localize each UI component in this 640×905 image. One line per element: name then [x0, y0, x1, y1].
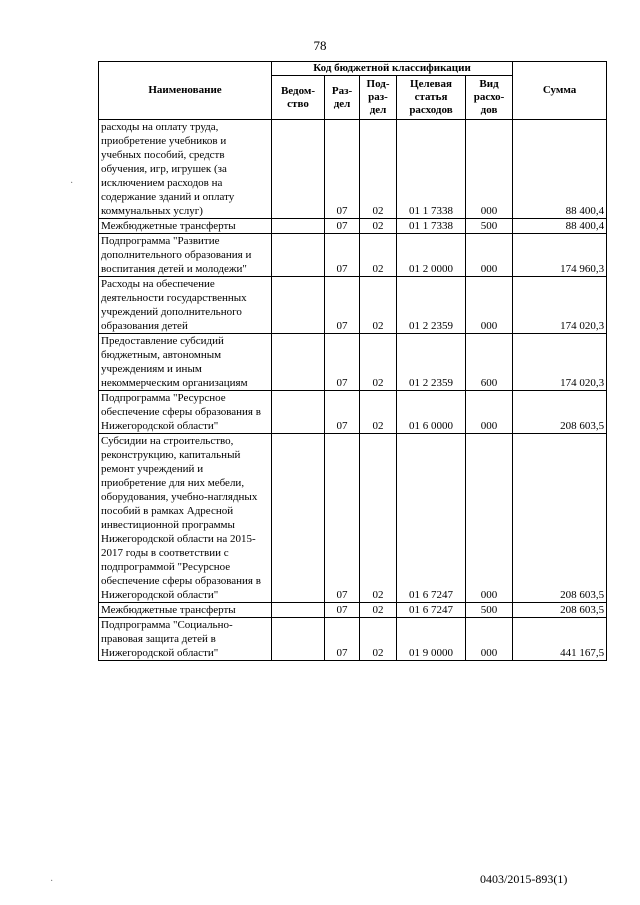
row-subsection: 02	[360, 618, 397, 661]
table-row	[99, 219, 607, 234]
row-type: 000	[466, 434, 513, 603]
row-sum: 208 603,5	[513, 391, 607, 434]
budget-table	[98, 61, 607, 661]
row-type: 500	[466, 603, 513, 618]
row-type: 000	[466, 391, 513, 434]
row-target: 01 1 7338	[397, 219, 466, 234]
row-section: 07	[325, 234, 360, 277]
row-dept	[272, 334, 325, 391]
row-target: 01 2 2359	[397, 334, 466, 391]
row-section: 07	[325, 120, 360, 219]
row-section: 07	[325, 618, 360, 661]
scan-mark: ·	[70, 178, 74, 189]
row-dept	[272, 120, 325, 219]
scan-mark: ·	[50, 876, 54, 887]
header-sum: Сумма	[513, 62, 607, 120]
row-target: 01 2 2359	[397, 277, 466, 334]
header-type: Вид расхо-дов	[466, 76, 513, 120]
row-name: Подпрограмма "Социально-правовая защита детей в Нижегородской области"	[99, 618, 272, 661]
row-section: 07	[325, 603, 360, 618]
header-name: Наименование	[99, 62, 272, 120]
row-subsection: 02	[360, 334, 397, 391]
row-subsection: 02	[360, 219, 397, 234]
row-dept	[272, 434, 325, 603]
row-name: Подпрограмма "Развитие дополнительного образования и воспитания детей и молодежи"	[99, 234, 272, 277]
row-sum: 441 167,5	[513, 618, 607, 661]
row-section: 07	[325, 277, 360, 334]
header-section: Раз-дел	[325, 76, 360, 120]
header-dept: Ведом-ство	[272, 76, 325, 120]
row-dept	[272, 234, 325, 277]
row-section: 07	[325, 434, 360, 603]
row-section: 07	[325, 391, 360, 434]
row-subsection: 02	[360, 120, 397, 219]
row-type: 000	[466, 234, 513, 277]
row-dept	[272, 219, 325, 234]
row-type: 000	[466, 120, 513, 219]
row-name: Подпрограмма "Ресурсное обеспечение сферы образования в Нижегородской области"	[99, 391, 272, 434]
row-subsection: 02	[360, 277, 397, 334]
row-dept	[272, 618, 325, 661]
row-sum: 208 603,5	[513, 603, 607, 618]
row-type: 500	[466, 219, 513, 234]
row-name: Предоставление субсидий бюджетным, автономным учреждениям и иным некоммерческим организациям	[99, 334, 272, 391]
row-subsection: 02	[360, 391, 397, 434]
header-row-1	[99, 62, 607, 76]
row-name: Субсидии на строительство, реконструкцию, капитальный ремонт учреждений и приобретение для них мебели, оборудования, учебно-наглядных пособий в рамках Адресной инвестиционной программы Нижегородской области на 2015-2017 годы в соответствии с подпрограммой "Ресурсное обеспечение сферы образования в Нижегородской области"	[99, 434, 272, 603]
table-row	[99, 334, 607, 391]
row-name: Расходы на обеспечение деятельности государственных учреждений дополнительного образования детей	[99, 277, 272, 334]
table-row	[99, 277, 607, 334]
table-row	[99, 120, 607, 219]
header-code-group: Код бюджетной классификации	[272, 62, 513, 76]
row-section: 07	[325, 334, 360, 391]
row-target: 01 6 7247	[397, 434, 466, 603]
row-type: 000	[466, 618, 513, 661]
table-row	[99, 234, 607, 277]
row-sum: 174 020,3	[513, 334, 607, 391]
row-sum: 88 400,4	[513, 120, 607, 219]
row-name: Межбюджетные трансферты	[99, 603, 272, 618]
row-target: 01 6 0000	[397, 391, 466, 434]
row-target: 01 9 0000	[397, 618, 466, 661]
table-row	[99, 603, 607, 618]
row-target: 01 2 0000	[397, 234, 466, 277]
row-subsection: 02	[360, 234, 397, 277]
row-sum: 88 400,4	[513, 219, 607, 234]
header-subsection: Под-раз-дел	[360, 76, 397, 120]
row-type: 600	[466, 334, 513, 391]
table-row	[99, 618, 607, 661]
row-name: Межбюджетные трансферты	[99, 219, 272, 234]
row-section: 07	[325, 219, 360, 234]
table-row	[99, 391, 607, 434]
row-target: 01 1 7338	[397, 120, 466, 219]
row-name: расходы на оплату труда, приобретение учебников и учебных пособий, средств обучения, игр, игрушек (за исключением расходов на содержание зданий и оплату коммунальных услуг)	[99, 120, 272, 219]
row-sum: 174 020,3	[513, 277, 607, 334]
row-type: 000	[466, 277, 513, 334]
row-dept	[272, 277, 325, 334]
table-row	[99, 434, 607, 603]
row-sum: 174 960,3	[513, 234, 607, 277]
page-number: 78	[313, 38, 327, 53]
row-subsection: 02	[360, 434, 397, 603]
header-target: Целевая статья расходов	[397, 76, 466, 120]
row-target: 01 6 7247	[397, 603, 466, 618]
row-subsection: 02	[360, 603, 397, 618]
row-dept	[272, 603, 325, 618]
row-sum: 208 603,5	[513, 434, 607, 603]
document-code: 0403/2015-893(1)	[480, 872, 568, 886]
row-dept	[272, 391, 325, 434]
